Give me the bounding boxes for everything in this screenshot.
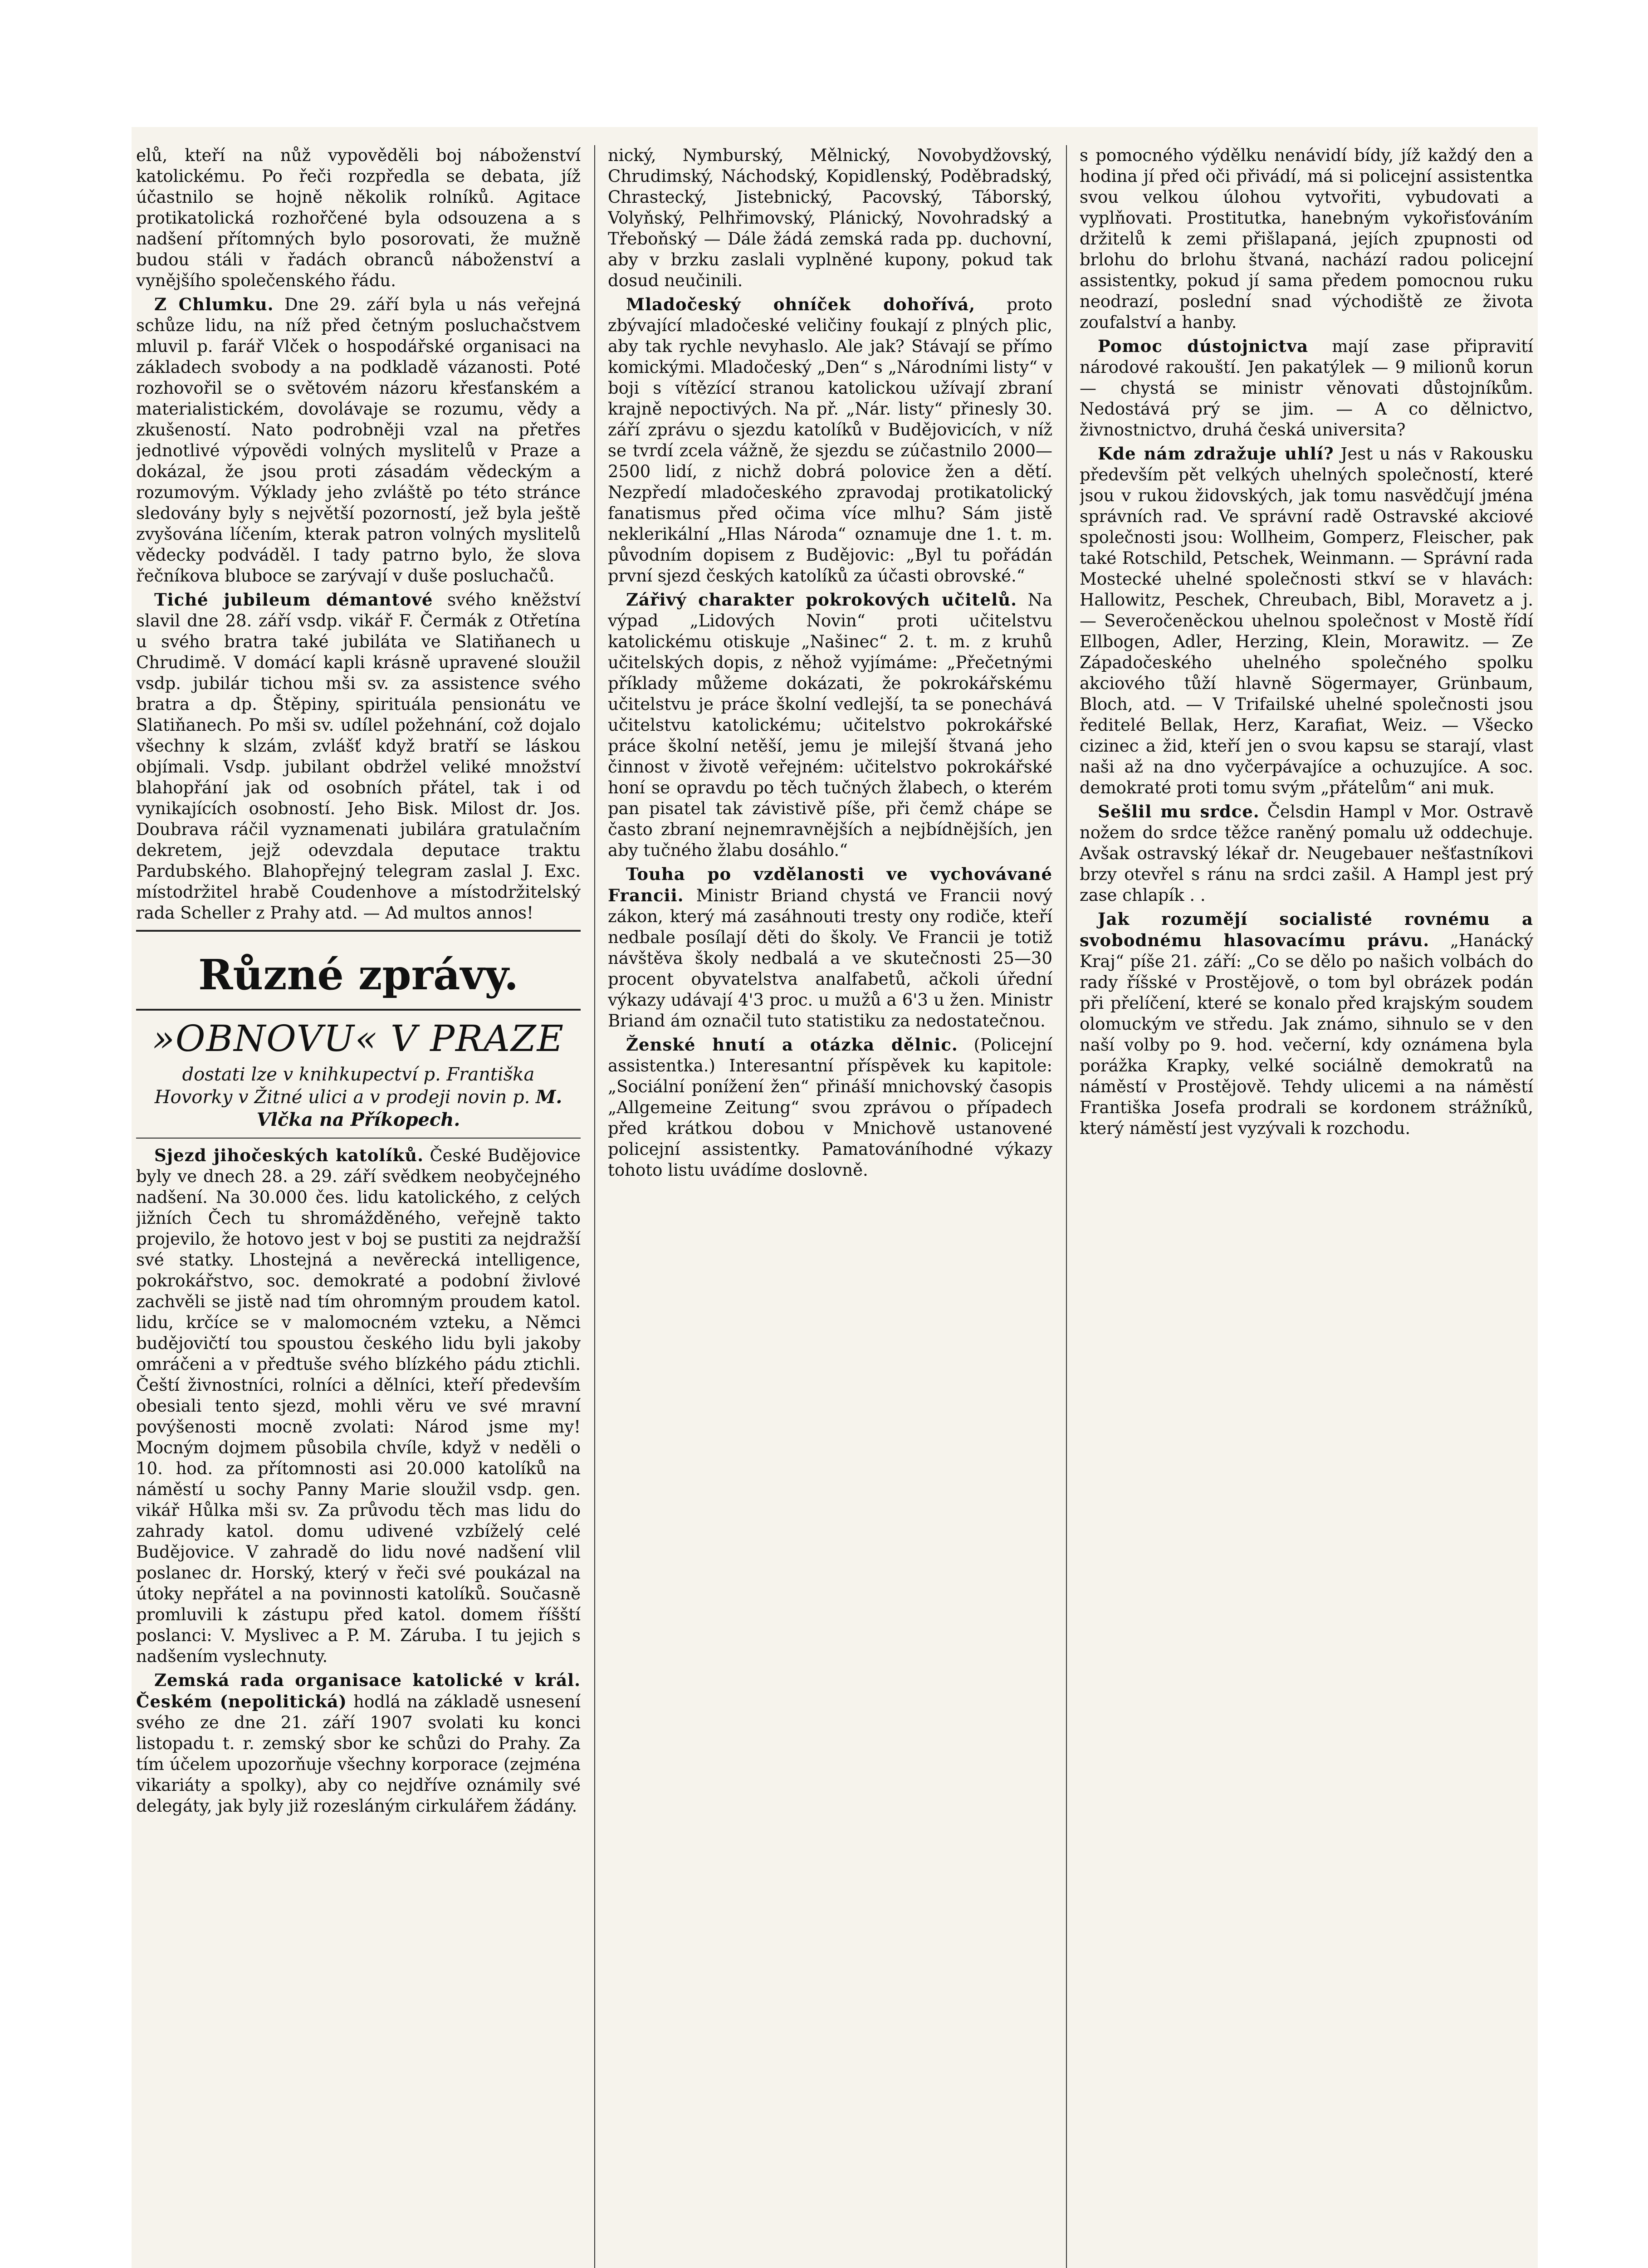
article — [136, 294, 581, 587]
article-lead: Tiché jubileum démantové — [154, 590, 433, 610]
newspaper-page — [132, 127, 1538, 2268]
article-lead: Pomoc dústojnictva — [1098, 336, 1309, 356]
column-middle — [608, 145, 1052, 2268]
article-continuation: s pomocného výdělku nenávidí bídy, jíž každý den a hodina jí před oči přivádí, má si policejní assistentka svou velkou úlohou vytvořiti, vybudovati a vyplňovati. Prostitutka, hanebným vykořisťováním držitelů k zemi přišlapaná, jejích zpupnosti od brlohu do brlohu štvaná, nachází radou policejní assistentky, pokud jí sama předem pomocnou ruku neodrazí, poslední snad východiště ze života zoufalství a hanby. — [1080, 146, 1533, 332]
column-left — [136, 145, 581, 2268]
article-lead: Sjezd jihočeských katolíků. — [154, 1145, 424, 1165]
article-lead: Jak rozumějí socialisté rovnému a svobodnému hlasovacímu právu. — [1080, 909, 1533, 950]
article — [1080, 443, 1533, 798]
article-body: České Budějovice byly ve dnech 28. a 29. září svědkem neobyčejného nadšení. Na 30.000 čes. lidu katolického, z celých jižních Čech tu shromážděného, veřejně takto projevilo, že hotovo jest v boj se pustiti za nejdražší své statky. Lhostejná a nevěrecká intelligence, pokrokářstvo, soc. demokraté a podobní živlové zachvěli se jistě nad tím ohromným proudem katol. lidu, krčíce se v malomocném vzteku, a Němci budějovičtí tou spoustou českého lidu byli jakoby omráčeni a v předtuše svého blízkého pádu ztichli. Čeští živnostníci, rolníci a dělníci, kteří především obesiali tento sjezd, mohli věru ve své mravní povýšenosti mocně zvolati: Národ jsme my! Mocným dojmem působila chvíle, když v neděli o 10. hod. za přítomnosti asi 20.000 katolíků na náměstí u sochy Panny Marie sloužil vsdp. gen. vikář Hůlka mši sv. Za průvodu těch mas lidu do zahrady katol. domu udivené vzbíželý celé Budějovice. V zahradě do lidu nové nadšení vlil poslanec dr. Horský, který v řeči své poukázal na útoky nepřátel a na povinnosti katolíků. Současně promluvili k zástupu před katol. domem říšští poslanci: V. Myslivec a P. M. Záruba. I tu jejich s nadšením vyslechnuty. — [136, 1146, 581, 1666]
article — [608, 589, 1052, 861]
column-rule — [1066, 145, 1067, 2268]
article-body: mají zase připravití národové rakouští. Jen pakatýlek — 9 milionů korun — chystá se ministr věnovati důstojníkům. Nedostává prý se jim. — A co dělnictvo, živnostnictvo, druhá česká universita? — [1080, 337, 1533, 440]
article — [136, 1670, 581, 1817]
article — [136, 1145, 581, 1667]
article-lead: Sešlil mu srdce. — [1098, 802, 1260, 821]
article — [136, 589, 581, 924]
article-body: Jest u nás v Rakousku především pět velkých uhelných společností, které jsou v rukou židovských, jak tomu nasvědčují jména správních rad. Ve správní radě Ostravské akciové společnosti jsou: Wollheim, Gomperz, Fleischer, pak také Rotschild, Petschek, Weinmann. — Správní rada Mostecké uhelné společnosti stkví se v hlavách: Hallowitz, Peschek, Chreubach, Bibl, Moravetz a j. — Severočeněckou uhelnou společnost v Mostě řídí Ellbogen, Adler, Herzing, Klein, Morawitz. — Ze Západočeského uhelného společného spolku akciového tůží hlavně Sögermayer, Grünbaum, Bloch, atd. — V Trifailské uhelné společnosti jsou ředitelé Bellak, Herz, Karafiat, Weiz. — Všecko cizinec a žid, kteří jen o svou kapsu se starají, vlast naši až na dno vyčerpávajíce a ochuzujíce. A soc. demokraté proti tomu svým „přátelům“ ani muk. — [1080, 444, 1533, 797]
article-body: svého kněžství slavil dne 28. září vsdp. vikář F. Čermák z Otřetína u svého bratra také jubiláta ve Slatiňanech u Chrudimě. V domácí kapli krásně upravené sloužil vsdp. jubilár tichou mši sv. za assistence svého bratra a dp. Štěpiny, spirituála pensionátu ve Slatiňanech. Po mši sv. udílel požehnání, což dojalo všechny k slzám, zvlášť když bratří se láskou objímali. Vsdp. jubilant obdržel veliké množství blahopřání jak od osobních přátel, tak i od vynikajících osobností. Jeho Bisk. Milost dr. Jos. Doubrava ráčil vyznamenati jubilára gratulačním dekretem, jejž odevzdala deputace traktu Pardubského. Blahopřejný telegram zaslal J. Exc. místodržitel hrabě Coudenhove a místodržitelský rada Scheller z Prahy atd. — Ad multos annos! — [136, 590, 581, 923]
article — [608, 1034, 1052, 1181]
article — [1080, 801, 1533, 906]
divider — [136, 1009, 581, 1011]
article-body: hodlá na základě usnesení svého ze dne 21. září 1907 svolati ku konci listopadu t. r. zemský sbor ke schůzi do Prahy. Za tím účelem upozorňuje všechny korporace (zejména vikariáty a spolky), aby co nejdříve oznámily své delegáty, jak byly již rozesláným cirkulářem žádány. — [136, 1692, 581, 1816]
article-body: Dne 29. září byla u nás veřejná schůze lidu, na níž před četným posluchačstvem mluvil p. farář Vlček o hospodářské organisaci na základech svobody a na podkladě vázanosti. Poté rozhovořil se o světovém názoru křesťanském a materialistickém, dovolávaje se rozumu, vědy a zkušeností. Nato podrobněji vzal na přetřes jednotlivé výpovědi volných myslitelů v Praze a dokázal, že jsou proti zásadám vědeckým a rozumovým. Výklady jeho zvláště po této stránce sledovány byly s největší pozorností, jež byla ještě zvyšována líčením, kterak patron volných myslitelů vědecky podváděl. I tady patrno bylo, že slova řečníkova bluboce se zarývají v duše posluchačů. — [136, 295, 581, 586]
article — [1080, 336, 1533, 440]
article-lead: Ženské hnutí a otázka dělnic. — [626, 1035, 958, 1055]
article-lead: Touha po vzdělanosti ve vychovávané Francii. — [608, 864, 1052, 905]
column-rule — [594, 145, 595, 2268]
article-body: (Policejní assistentka.) Interesantní příspěvek ku kapitole: „Sociální ponížení žen“ přináší mnichovský časopis „Allgemeine Zeitung“ svou zprávou o případech před krátkou dobou v Mnichově ustanovené policejní assistentky. Pamatováníhodné výkazy tohoto listu uvádíme doslovně. — [608, 1035, 1052, 1180]
article-body: Čelsdin Hampl v Mor. Ostravě nožem do srdce těžce raněný pomalu už oddechuje. Avšak ostravský lékař dr. Neugebauer nešťastníkovi brzy otevřel s ránu na srdci zašil. A Hampl jest prý zase chlapík . . — [1080, 802, 1533, 905]
column-right — [1080, 145, 1533, 2268]
divider — [136, 930, 581, 932]
article-body: proto zbývající mladočeské veličiny foukají z plných plic, aby tak rychle nevyhaslo. Ale jak? Stávají se přímo komickými. Mladočeský „Den“ s „Národními listy“ v boji s vítězící stranou katolickou užívají zbraní krajně nepoctivých. Na př. „Nár. listy“ přinesly 30. září zprávu o sjezdu katolíků v Budějovicích, v níž se tvrdí zcela vážně, že sjezdu se zúčastnilo 2000—2500 lidí, z nichž dobrá polovice žen a dětí. Nezpředí mladočeského zpravodaj protikatolický fanatismus před očima více mlhu? Sám jistě neklerikální „Hlas Národa“ oznamuje dne 1. t. m. původním dopisem z Budějovic: „Byl tu pořádán první sjezd českých katolíků za účasti obrovské.“ — [608, 295, 1052, 586]
ad-text-line: dostati lze v knihkupectví p. Františka Hovorky v Žitné ulici a v prodeji novin p. — [154, 1064, 535, 1108]
article-lead: Z Chlumku. — [154, 294, 274, 314]
article-lead: Mladočeský ohníček dohořívá, — [626, 294, 976, 314]
advertisement-box — [136, 1017, 581, 1131]
ad-title: »OBNOVU« V PRAZE — [152, 1017, 565, 1060]
article — [608, 294, 1052, 587]
article-lead: Zemská rada organisace katolické v král. Českém (nepolitická) — [136, 1670, 581, 1711]
article-continuation: nický, Nymburský, Mělnický, Novobydžovský, Chrudimský, Náchodský, Kopidlenský, Poděbradský, Chrastecký, Jistebnický, Pacovský, Táborský, Volyňský, Pelhřimovský, Plánický, Novohradský a Třeboňský — Dále žádá zemská rada pp. duchovní, aby v brzku zaslali vyplněné kupony, pokud tak dosud neučinili. — [608, 146, 1052, 290]
article — [1080, 909, 1533, 1139]
article-lead: Zářivý charakter pokrokových učitelů. — [626, 590, 1017, 610]
divider — [136, 1138, 581, 1139]
article — [608, 864, 1052, 1031]
article-continuation: elů, kteří na nůž vypověděli boj náboženství katolickému. Po řeči rozpředla se debata, jíž účastnilo se hojně několik rolníků. Agitace protikatolická rozhořčené byla odsouzena a s nadšení přítomných bylo posorovati, že mužně budou stáli v řadách obranců náboženství a vynějšího společenského řádu. — [136, 146, 581, 290]
section-heading: Různé zprávy. — [198, 950, 519, 999]
article-lead: Kde nám zdražuje uhlí? — [1098, 444, 1334, 464]
article-body: Na výpad „Lidových Novin“ proti učitelstvu katolickému otiskuje „Našinec“ 2. t. m. z kruhů učitelských dopis, z něhož vyjímáme: „Přečetnými příklady můžeme dokázati, že pokrokářskému učitelstvu je práce školní vedlejší, ta se ponechává učitelstvu katolickému; učitelstvo pokrokářské práce školní netěší, jemu je milejší štvaná jeho činnost v životě veřejném: učitelstvo pokrokářské honí se opravdu po těch tučných žlabech, o kterém pan pisatel tak závistivě píše, při čemž chápe se často zbraní nejnemravnějších a nejbídnějších, jen aby tučného žlabu dosáhlo.“ — [608, 590, 1052, 860]
ad-text — [145, 1063, 572, 1131]
article-body: „Hanácký Kraj“ píše 21. září: „Co se dělo po našich volbách do rady říšské v Prostějově, o tom byl obrázek podán při přelíčení, které se konalo před krajským soudem olomuckým ve středu. Jak známo, sihnulo se v den naší volby po 9. hod. večerní, kdy oznámena byla porážka Krapky, velké sociálně demokratů na náměstí v Prostějově. Tehdy ulicemi a na náměstí Františka Josefa prodrali se kordonem strážníků, který náměstí jest vyzývali k rozchodu. — [1080, 931, 1533, 1138]
ad-text-line: M. Vlčka na Příkopech. — [256, 1086, 562, 1130]
article-body: Ministr Briand chystá ve Francii nový zákon, který má zasáhnouti tresty ony rodiče, kteří nedbale posílají děti do školy. Ve Francii je totiž návštěva školy nedbalá a ve skutečnosti 25—30 procent obyvatelstva analfabetů, ačkoli úřední výkazy udávají 4'3 proc. u mužů a 6'3 u žen. Ministr Briand ám označil tuto statistiku za nedostatečnou. — [608, 886, 1052, 1031]
